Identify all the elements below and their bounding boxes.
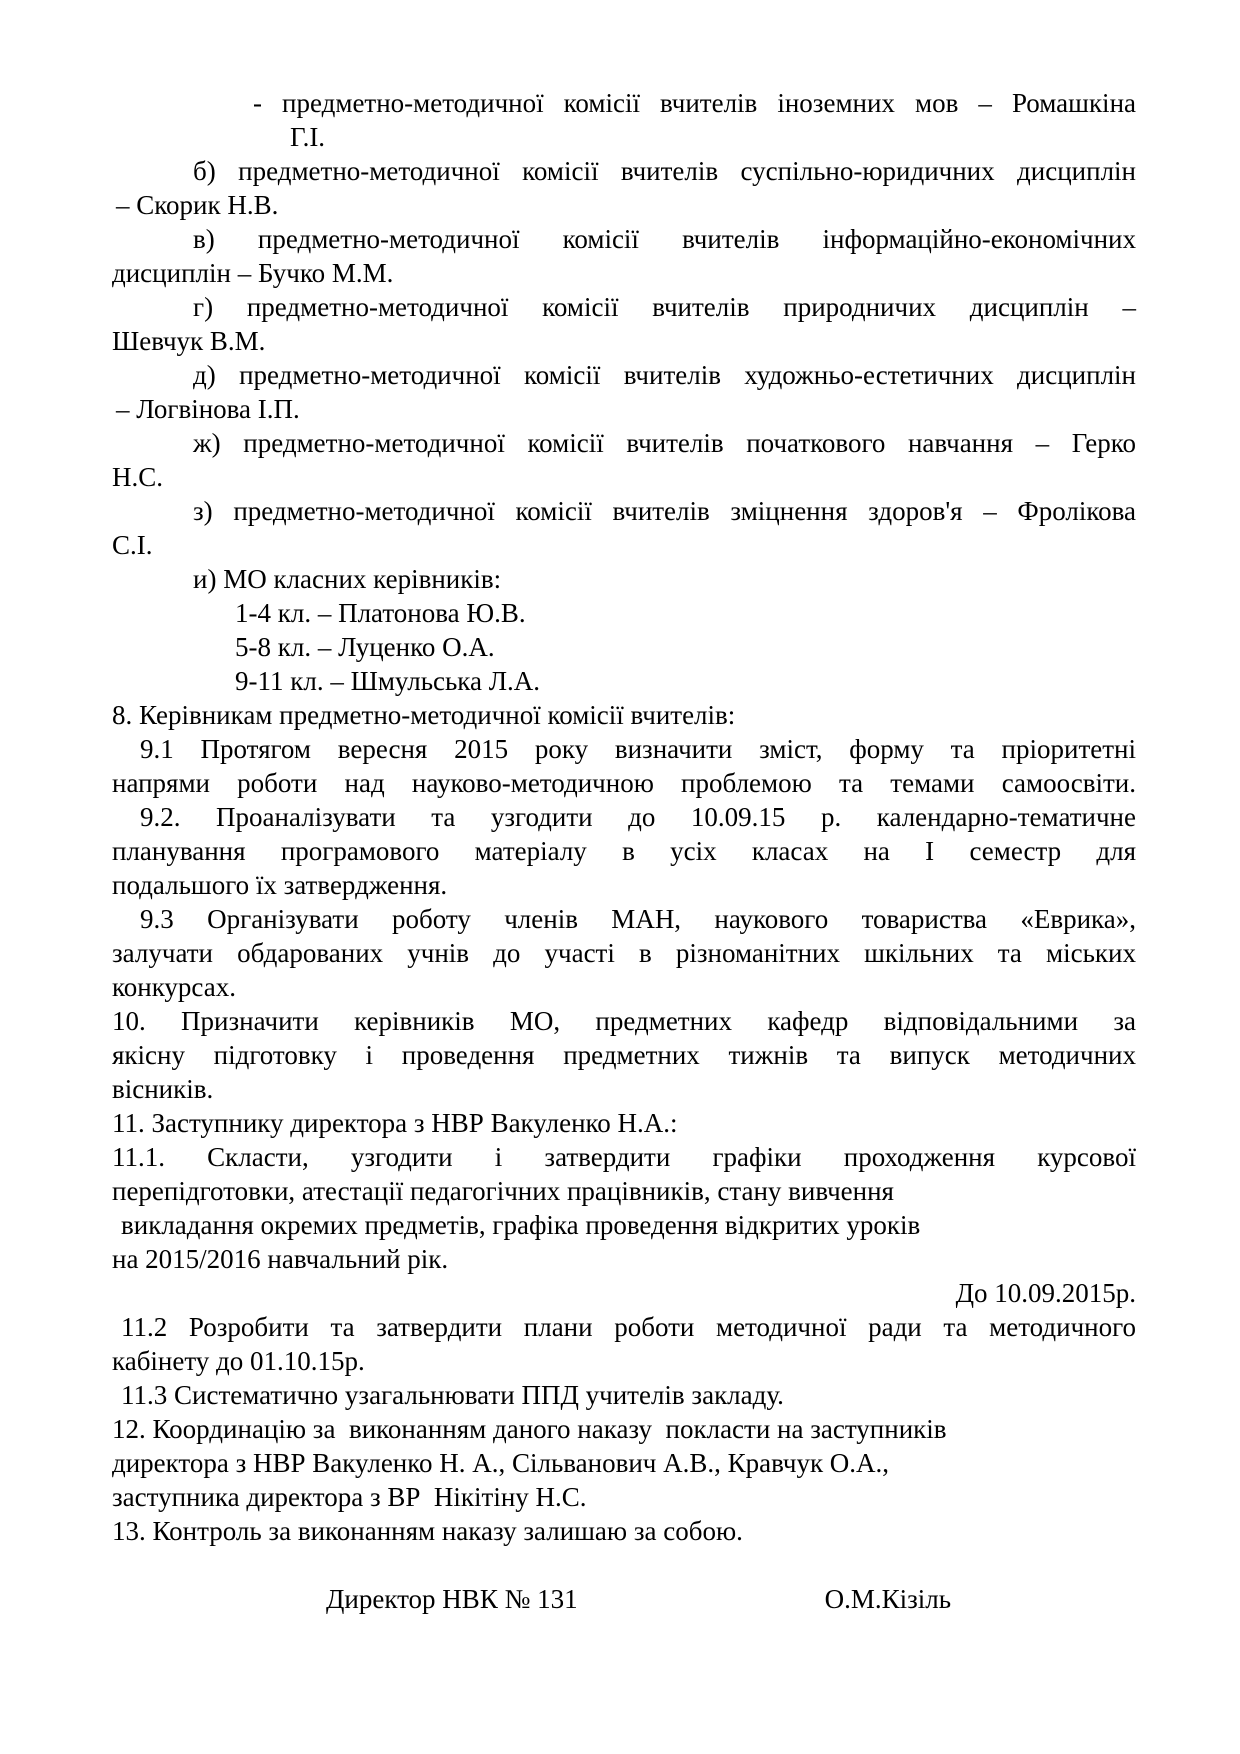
item-12-line1: 12. Координацію за виконанням даного наказу покласти на заступників (112, 1414, 947, 1444)
item-11-1-line3: викладання окремих предметів, графіка проведення відкритих уроків (121, 1210, 921, 1240)
item-10-line2: якісну підготовку і проведення предметних тижнів та випуск методичних (112, 1040, 1136, 1070)
signature-title: Директор НВК № 131 (326, 1584, 578, 1614)
item-10-line1: 10. Призначити керівників МО, предметних кафедр відповідальними за (112, 1006, 1136, 1036)
item-11-1-line2: перепідготовки, атестації педагогічних працівників, стану вивчення (112, 1176, 894, 1206)
item-9-2-line3: подальшого їх затвердження. (112, 870, 448, 900)
item-v-info-economic-line1: в) предметно-методичної комісії вчителів інформаційно-економічних (193, 224, 1136, 254)
item-11-3: 11.3 Систематично узагальнювати ППД учителів закладу. (121, 1380, 784, 1410)
item-9-3-line1: 9.3 Організувати роботу членів МАН, наукового товариства «Еврика», (140, 904, 1136, 934)
item-11-heading: 11. Заступнику директора з НВР Вакуленко Н.А.: (112, 1108, 678, 1138)
item-g-natural-sciences-line2: Шевчук В.М. (112, 326, 266, 356)
item-9-1-line1: 9.1 Протягом вересня 2015 року визначити зміст, форму та пріоритетні (140, 734, 1136, 764)
item-9-1-line2: напрями роботи над науково-методичною проблемою та темами самоосвіти. (112, 768, 1136, 798)
deadline-note: До 10.09.2015р. (955, 1278, 1136, 1308)
item-9-3-line2: залучати обдарованих учнів до участі в різноманітних шкільних та міських (112, 938, 1136, 968)
item-d-artistic-aesthetic-line1: д) предметно-методичної комісії вчителів художньо-естетичних дисциплін (193, 360, 1136, 390)
item-b-social-legal-line2: – Скорик Н.В. (116, 190, 279, 220)
class-teachers-1-4: 1-4 кл. – Платонова Ю.В. (235, 598, 526, 628)
item-d-artistic-aesthetic-line2: – Логвінова І.П. (116, 394, 300, 424)
item-8-heading: 8. Керівникам предметно-методичної комісії вчителів: (112, 700, 736, 730)
item-9-2-line1: 9.2. Проаналізувати та узгодити до 10.09.15 р. календарно-тематичне (140, 802, 1136, 832)
item-12-line3: заступника директора з ВР Нікітіну Н.С. (112, 1482, 587, 1512)
item-11-1-line1: 11.1. Скласти, узгодити і затвердити графіки проходження курсової (112, 1142, 1136, 1172)
item-b-social-legal-line1: б) предметно-методичної комісії вчителів суспільно-юридичних дисциплін (193, 156, 1136, 186)
signature-row (112, 1582, 1136, 1616)
class-teachers-9-11: 9-11 кл. – Шмульська Л.А. (235, 666, 541, 696)
item-v-info-economic-line2: дисциплін – Бучко М.М. (112, 258, 394, 288)
item-g-natural-sciences-line1: г) предметно-методичної комісії вчителів природничих дисциплін – (193, 292, 1136, 322)
item-y-class-teachers-heading: и) МО класних керівників: (193, 564, 502, 594)
item-10-line3: вісників. (112, 1074, 214, 1104)
item-11-2-line2: кабінету до 01.10.15р. (112, 1346, 365, 1376)
bullet-item-foreign-languages-line2: Г.І. (290, 122, 326, 152)
item-zh-primary-education-line1: ж) предметно-методичної комісії вчителів початкового навчання – Герко (193, 428, 1136, 458)
item-11-2-line1: 11.2 Розробити та затвердити плани роботи методичної ради та методичного (121, 1312, 1136, 1342)
item-9-3-line3: конкурсах. (112, 972, 236, 1002)
item-z-health-line2: С.І. (112, 530, 153, 560)
bullet-item-foreign-languages-line1: - предметно-методичної комісії вчителів іноземних мов – Ромашкіна (253, 88, 1136, 118)
item-12-line2: директора з НВР Вакуленко Н. А., Сільванович А.В., Кравчук О.А., (112, 1448, 890, 1478)
item-11-1-line4: на 2015/2016 навчальний рік. (112, 1244, 449, 1274)
class-teachers-5-8: 5-8 кл. – Луценко О.А. (235, 632, 495, 662)
item-13: 13. Контроль за виконанням наказу залишаю за собою. (112, 1516, 743, 1546)
item-z-health-line1: з) предметно-методичної комісії вчителів зміцнення здоров'я – Фролікова (193, 496, 1136, 526)
signature-name: О.М.Кізіль (824, 1584, 952, 1614)
item-9-2-line2: планування програмового матеріалу в усіх класах на І семестр для (112, 836, 1136, 866)
item-zh-primary-education-line2: Н.С. (112, 462, 164, 492)
